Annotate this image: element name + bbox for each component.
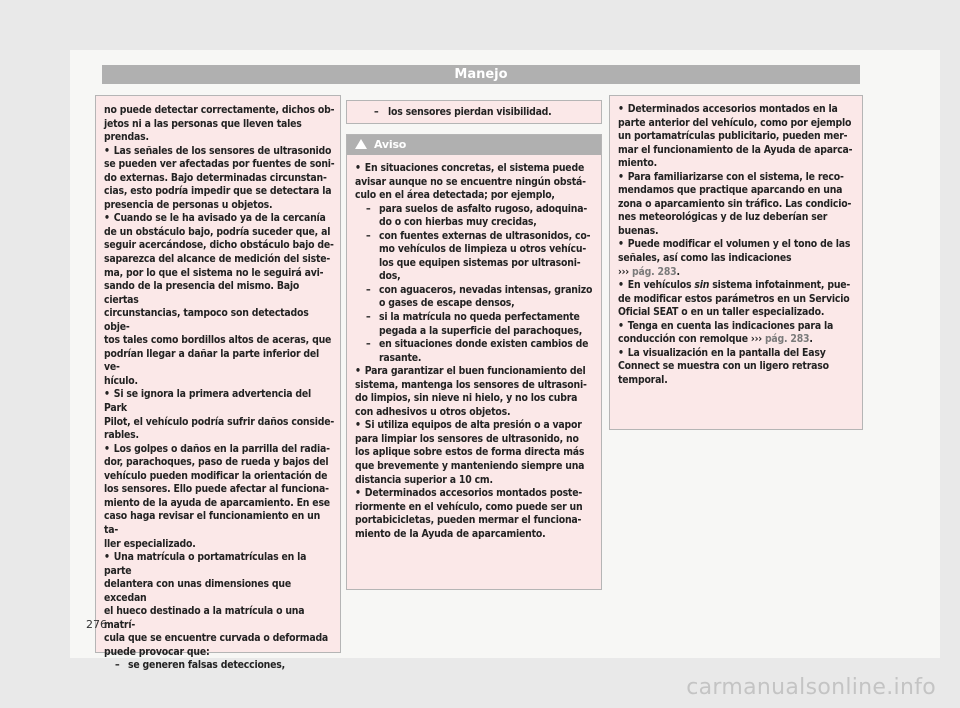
bullet-line: • Los golpes o daños en la parrilla del radia- (104, 443, 335, 457)
dash-item-text: do o con hierbas muy crecidas, (379, 216, 537, 229)
dash-item-text: rasante. (379, 351, 422, 364)
text-line: ma, por lo que el sistema no le seguirá avi- (104, 266, 324, 279)
dash-item (104, 659, 335, 673)
text-line: de un obstáculo bajo, podría suceder que, al (104, 225, 331, 238)
text-line: do externas. Bajo determinadas circunstan- (104, 171, 327, 184)
column-4-text (609, 95, 863, 430)
dash-item-continuation (355, 216, 597, 230)
dash-item-text: para suelos de asfalto rugoso, adoquina- (379, 202, 588, 215)
dash-item-continuation (355, 297, 597, 311)
dash-item-text: dos, (379, 270, 401, 283)
dash-item-text: en situaciones donde existen cambios de (379, 338, 589, 351)
text-line: saparezca del alcance de medición del siste- (104, 253, 331, 266)
text-line: con adhesivos u otros objetos. (355, 405, 511, 418)
text-line: temporal. (618, 373, 668, 386)
text-line: parte anterior del vehículo, como por ejemplo (618, 116, 852, 129)
bullet-line: • En situaciones concretas, el sistema puede (355, 162, 597, 176)
dash-item (355, 311, 597, 325)
column-1-text (95, 95, 341, 672)
reference-lead-text: conducción con remolque (618, 333, 751, 346)
reference-line (618, 266, 858, 280)
dash-item-text: con aguaceros, nevadas intensas, granizo (379, 283, 593, 296)
warning-header (347, 135, 601, 155)
text-line: Connect se muestra con un ligero retraso (618, 360, 829, 373)
bullet-text-post: sistema infotainment, pue- (709, 279, 851, 292)
warning-title: Aviso (374, 138, 407, 151)
dash-item-text: o gases de escape densos, (379, 297, 515, 310)
bullet-line: • Las señales de los sensores de ultrasonido (104, 145, 335, 159)
text-line: de modificar estos parámetros en un Servicio (618, 292, 850, 305)
text-line: culo en el área detectada; por ejemplo, (355, 189, 555, 202)
text-line: miento de la Ayuda de aparcamiento. (355, 527, 546, 540)
dash-item-continuation (355, 352, 597, 366)
dash-marker: – (366, 229, 371, 242)
text-line: caso haga revisar el funcionamiento en un ta- (104, 510, 321, 536)
text-line: cula que se encuentre curvada o deformada (104, 632, 329, 645)
text-line: rables. (104, 429, 139, 442)
text-line: buenas. (618, 224, 659, 237)
text-line: que brevemente y manteniendo siempre una (355, 460, 585, 473)
text-line: se pueden ver afectadas por fuentes de soni- (104, 158, 335, 171)
text-line: sando de la presencia del mismo. Bajo ciertas (104, 280, 300, 306)
bullet-line: • La visualización en la pantalla del Easy (618, 347, 858, 361)
watermark: carmanualsonline.info (686, 675, 936, 700)
text-line: cias, esto podría impedir que se detectara la (104, 185, 332, 198)
bullet-line: • Si se ignora la primera advertencia del Park (104, 388, 335, 415)
text-line: circunstancias, tampoco son detectados obje- (104, 307, 309, 333)
dash-item-text: se generen falsas detecciones, (128, 659, 285, 672)
text-line: Pilot, el vehículo podría sufrir daños conside- (104, 415, 335, 428)
bullet-line: • Para garantizar el buen funcionamiento del (355, 365, 597, 379)
column-2-continuation (346, 100, 602, 124)
warning-box (346, 134, 602, 590)
reference-tail: . (809, 333, 813, 346)
page-header: Manejo (102, 65, 860, 84)
dash-marker: – (115, 659, 120, 672)
text-line: sistema, mantenga los sensores de ultrasoni- (355, 378, 587, 391)
bullet-text-italic: sin (694, 279, 710, 292)
dash-marker: – (366, 283, 371, 296)
bullet-line: • Si utiliza equipos de alta presión o a vapor (355, 419, 597, 433)
warning-body (347, 155, 601, 541)
text-line: hículo. (104, 374, 138, 387)
text-line: el hueco destinado a la matrícula o una matrí- (104, 605, 305, 631)
dash-marker: – (366, 338, 371, 351)
bullet-text-pre: En vehículos (627, 279, 695, 292)
dash-item (355, 284, 597, 298)
text-line: mendamos que practique aparcando en una (618, 184, 843, 197)
bullet-line: • Cuando se le ha avisado ya de la cercanía (104, 212, 335, 226)
text-line: los sensores. Ello puede afectar al funciona- (104, 483, 329, 496)
dash-item: – los sensores pierdan visibilidad. (374, 106, 552, 118)
page-reference-link[interactable]: pág. 283 (632, 265, 677, 278)
dash-item-text: si la matrícula no queda perfectamente (379, 311, 580, 324)
dash-item (355, 338, 597, 352)
bullet-line: • Una matrícula o portamatrículas en la parte (104, 551, 335, 578)
bullet-line: • Determinados accesorios montados en la (618, 103, 858, 117)
dash-marker: – (366, 311, 371, 324)
dash-item-text: pegada a la superficie del parachoques, (379, 324, 583, 337)
text-line: podrían llegar a dañar la parte inferior del ve- (104, 347, 320, 374)
warning-triangle-icon (355, 139, 367, 149)
bullet-line: • Determinados accesorios montados poste- (355, 487, 597, 501)
text-line: prendas. (104, 131, 149, 144)
text-line: zona o aparcamiento sin tráfico. Las condicio- (618, 197, 852, 210)
bullet-line: • Puede modificar el volumen y el tono de las (618, 238, 858, 252)
dash-item (355, 203, 597, 217)
text-line: riormente en el vehículo, como puede ser un (355, 500, 583, 513)
text-line: nes meteorológicas y de luz deberían ser (618, 211, 828, 224)
text-line: miento. (618, 157, 657, 170)
text-line: presencia de personas u objetos. (104, 198, 273, 211)
dash-item-text: mo vehículos de limpieza u otros vehícu- (379, 243, 587, 256)
text-line: los aplique sobre estos de forma directa más (355, 446, 585, 459)
text-line: no puede detectar correctamente, dichos ob- (104, 104, 335, 116)
page-number: 276 (86, 618, 107, 631)
dash-item-continuation (355, 257, 597, 271)
text-line: do limpios, sin nieve ni hielo, y no los cubra (355, 392, 578, 405)
page-reference-link[interactable]: pág. 283 (764, 333, 810, 346)
text-line: puede provocar que: (104, 645, 210, 658)
reference-tail: . (676, 265, 680, 278)
text-line: para limpiar los sensores de ultrasonido, no (355, 432, 579, 445)
text-line: tos tales como bordillos altos de aceras, que (104, 334, 332, 347)
text-line: mar el funcionamiento de la Ayuda de aparca- (618, 143, 853, 156)
reference-line (618, 333, 858, 347)
text-line: Oficial SEAT o en un taller especializado. (618, 306, 825, 319)
reference-arrow: ››› (618, 265, 629, 278)
manual-page (70, 50, 940, 672)
dash-item-text: con fuentes externas de ultrasonidos, co- (379, 229, 591, 242)
dash-item-continuation (355, 325, 597, 339)
dash-marker: – (366, 202, 371, 215)
text-line: ller especializado. (104, 537, 196, 550)
dash-item-text: los sensores pierdan visibilidad. (388, 106, 552, 118)
text-line: dor, parachoques, paso de rueda y bajos del (104, 456, 329, 469)
dash-item-text: los que equipen sistemas por ultrasoni- (379, 256, 581, 269)
text-line: miento de la ayuda de aparcamiento. En ese (104, 496, 330, 509)
bullet-line: • Para familiarizarse con el sistema, le reco- (618, 171, 858, 185)
text-line: avisar aunque no se encuentre ningún obstá- (355, 175, 586, 188)
text-line: vehículo pueden modificar la orientación de (104, 469, 328, 482)
bullet-line (618, 279, 858, 293)
text-line: portabicicletas, pueden mermar el funciona- (355, 514, 582, 527)
reference-arrow: ››› (750, 333, 762, 346)
text-line: delantera con unas dimensiones que excedan (104, 578, 292, 604)
dash-item-continuation (355, 270, 597, 284)
dash-item-continuation (355, 243, 597, 257)
text-line: seguir acercándose, dicho obstáculo bajo de- (104, 239, 334, 252)
text-line: un portamatrículas publicitario, pueden mer- (618, 130, 848, 143)
dash-item (355, 230, 597, 244)
bullet-line: • Tenga en cuenta las indicaciones para la (618, 320, 858, 334)
text-line: jetos ni a las personas que lleven tales (104, 117, 302, 130)
text-line: señales, así como las indicaciones (618, 252, 792, 265)
text-line: distancia superior a 10 cm. (355, 473, 493, 486)
